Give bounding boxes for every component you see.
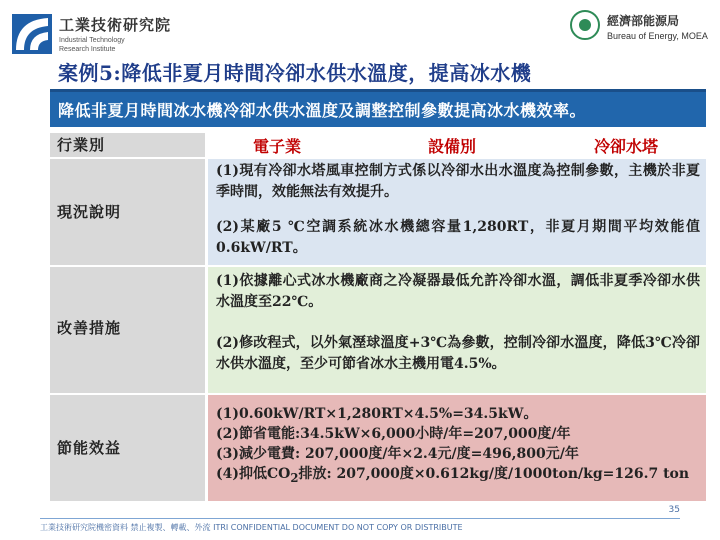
benefit-line-4: [216, 463, 689, 485]
benefit-line-2: (2)節省電能:34.5kW×6,000小時/年=207,000度/年: [216, 426, 571, 442]
improvement-label: 改善措施: [57, 319, 122, 337]
status-paragraph-1: (1)現有冷卻水塔風車控制方式係以冷卻水出水溫度為控制參數，主機於非夏季時間，效能無法有效提升。: [216, 163, 700, 200]
itri-name-en-2: Research Institute: [59, 46, 116, 53]
page-number: 35: [668, 505, 680, 515]
boe-name-cn: 經濟部能源局: [607, 14, 680, 28]
status-label-cell: [50, 159, 205, 265]
benefit-line-3: (3)減少電費: 207,000度/年×2.4元/度=496,800元/年: [216, 446, 579, 462]
boe-logo: [550, 10, 710, 50]
benefit-content-cell: [208, 395, 706, 501]
footer-divider: [40, 518, 680, 519]
status-paragraph-2: (2)某廠5 ℃空調系統冰水機總容量1,280RT，非夏月期間平均效能值0.6kW/RT。: [216, 219, 700, 256]
benefit-line-1: (1)0.60kW/RT×1,280RT×4.5%=34.5kW。: [216, 406, 538, 422]
benefit-row: [50, 395, 706, 501]
itri-name-en: Industrial Technology: [59, 37, 125, 44]
industry-label: 行業別: [57, 136, 106, 154]
header-content-cell: [208, 133, 706, 157]
benefit-line-4-suffix: 排放: 207,000度×0.612kg/度/1000ton/kg=126.7 ton: [298, 466, 690, 482]
co2-subscript: 2: [290, 470, 299, 485]
industry-value: 電子業: [253, 137, 302, 156]
improvement-content-cell: [208, 267, 706, 393]
itri-logo-icon: [12, 14, 52, 54]
boe-name-en: Bureau of Energy, MOEA: [607, 31, 708, 41]
itri-name-cn: 工業技術研究院: [59, 16, 172, 34]
page-title: 案例5:降低非夏月時間冷卻水供水溫度，提高冰水機: [58, 61, 532, 85]
table-header-row: [50, 133, 706, 157]
benefit-label: 節能效益: [57, 439, 122, 457]
status-label: 現況說明: [57, 203, 122, 221]
itri-logo: [12, 10, 212, 56]
improvement-paragraph-2: (2)修改程式，以外氣溼球溫度+3℃為參數，控制冷卻水溫度，降低3℃冷卻水供水溫度，至少可節省冰水主機用電4.5%。: [216, 335, 700, 372]
status-content-cell: [208, 159, 706, 265]
summary-banner: [50, 89, 706, 127]
improvement-row: [50, 267, 706, 393]
improvement-paragraph-1: (1)依據離心式冰水機廠商之冷凝器最低允許冷卻水溫，調低非夏季冷卻水供水溫度至22℃。: [216, 273, 700, 310]
industry-label-cell: [50, 133, 205, 157]
boe-emblem-icon: [570, 10, 600, 40]
benefit-label-cell: [50, 395, 205, 501]
confidential-footer: 工業技術研究院機密資料 禁止複製、轉載、外流 ITRI CONFIDENTIAL DOCUMENT DO NOT COPY OR DISTRIBUTE: [40, 523, 463, 532]
improvement-label-cell: [50, 267, 205, 393]
equipment-category-label: 設備別: [428, 137, 477, 156]
equipment-value: 冷卻水塔: [594, 137, 659, 156]
status-row: [50, 159, 706, 265]
banner-text: 降低非夏月時間冰水機冷卻水供水溫度及調整控制參數提高冰水機效率。: [58, 101, 587, 120]
benefit-line-4-prefix: (4)抑低CO: [216, 466, 291, 482]
